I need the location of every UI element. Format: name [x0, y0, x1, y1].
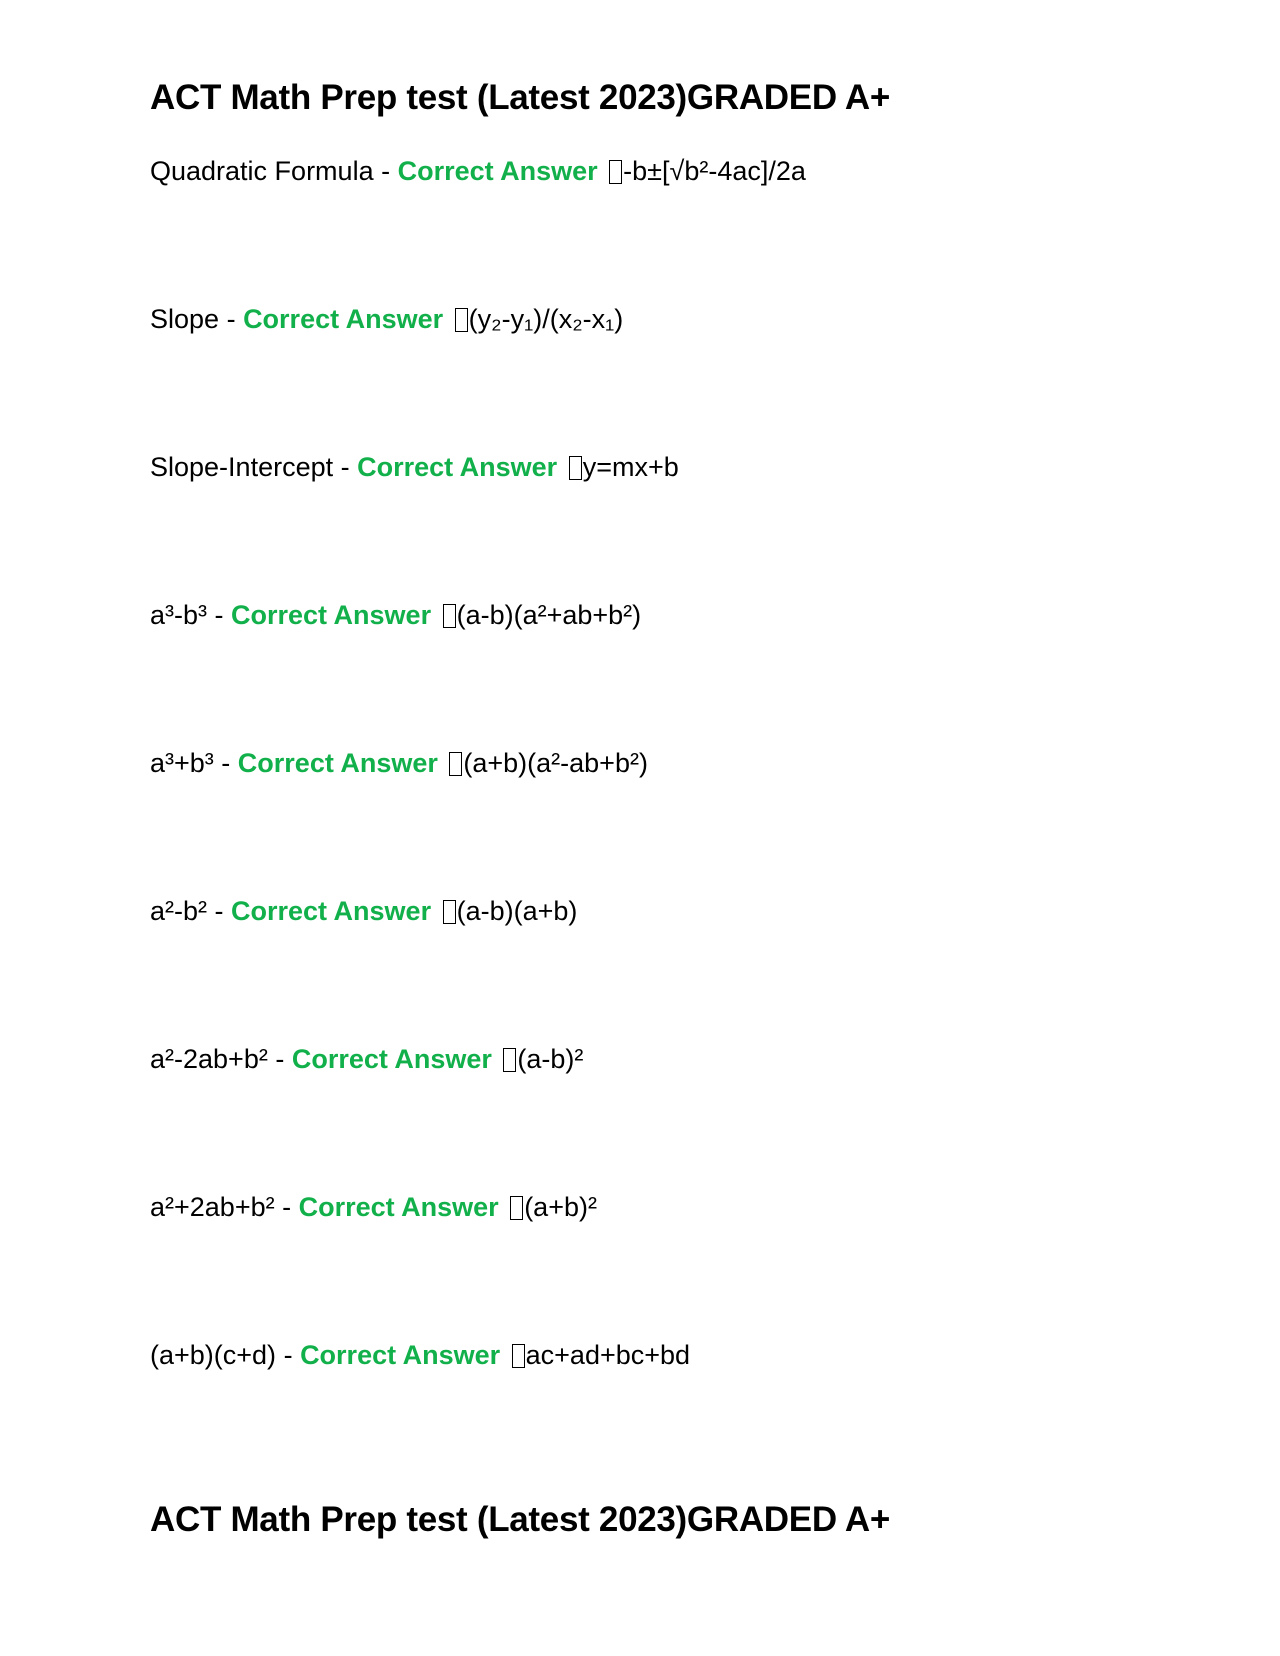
answer-text: ac+ad+bc+bd	[525, 1340, 691, 1370]
list-item	[150, 892, 806, 1040]
list-item	[150, 152, 806, 300]
missing-glyph-box-icon	[503, 1048, 516, 1072]
correct-answer-label: Correct Answer	[357, 452, 558, 482]
missing-glyph-box-icon	[455, 308, 468, 332]
correct-answer-label: Correct Answer	[291, 1044, 492, 1074]
list-item	[150, 596, 806, 744]
term-separator: -	[207, 600, 232, 630]
answer-text: -b±[√b²-4ac]/2a	[623, 156, 806, 186]
correct-answer-label: Correct Answer	[397, 156, 598, 186]
page-footer-title: ACT Math Prep test (Latest 2023)GRADED A+	[150, 1500, 891, 1539]
correct-answer-label: Correct Answer	[237, 748, 438, 778]
correct-answer-label: Correct Answer	[231, 896, 432, 926]
list-item	[150, 300, 806, 448]
list-item	[150, 744, 806, 892]
missing-glyph-box-icon	[449, 752, 462, 776]
correct-answer-label: Correct Answer	[298, 1192, 499, 1222]
term-text: Slope	[150, 304, 220, 334]
term-text: a²+2ab+b²	[150, 1192, 275, 1222]
term-separator: -	[213, 748, 238, 778]
missing-glyph-box-icon	[569, 456, 582, 480]
term-text: a²-2ab+b²	[150, 1044, 268, 1074]
flashcard-list	[150, 152, 806, 1484]
answer-text: (y₂-y₁)/(x₂-x₁)	[468, 304, 624, 334]
answer-text: (a+b)²	[524, 1192, 597, 1222]
answer-text: (a-b)²	[517, 1044, 584, 1074]
missing-glyph-box-icon	[443, 900, 456, 924]
term-separator: -	[373, 156, 398, 186]
term-text: (a+b)(c+d)	[150, 1340, 277, 1370]
missing-glyph-box-icon	[510, 1196, 523, 1220]
term-separator: -	[276, 1340, 301, 1370]
term-text: Slope-Intercept	[150, 452, 334, 482]
term-text: a³-b³	[150, 600, 208, 630]
list-item	[150, 448, 806, 596]
term-separator: -	[274, 1192, 299, 1222]
missing-glyph-box-icon	[609, 160, 622, 184]
list-item	[150, 1336, 806, 1484]
missing-glyph-box-icon	[443, 604, 456, 628]
term-text: Quadratic Formula	[150, 156, 374, 186]
correct-answer-label: Correct Answer	[243, 304, 444, 334]
answer-text: (a+b)(a²-ab+b²)	[463, 748, 648, 778]
term-text: a³+b³	[150, 748, 214, 778]
term-separator: -	[207, 896, 232, 926]
answer-text: y=mx+b	[582, 452, 679, 482]
page-title: ACT Math Prep test (Latest 2023)GRADED A+	[150, 78, 891, 117]
term-separator: -	[267, 1044, 292, 1074]
correct-answer-label: Correct Answer	[231, 600, 432, 630]
list-item	[150, 1040, 806, 1188]
missing-glyph-box-icon	[512, 1344, 525, 1368]
list-item	[150, 1188, 806, 1336]
term-separator: -	[219, 304, 244, 334]
answer-text: (a-b)(a+b)	[456, 896, 578, 926]
term-text: a²-b²	[150, 896, 208, 926]
term-separator: -	[333, 452, 358, 482]
correct-answer-label: Correct Answer	[300, 1340, 501, 1370]
answer-text: (a-b)(a²+ab+b²)	[456, 600, 642, 630]
